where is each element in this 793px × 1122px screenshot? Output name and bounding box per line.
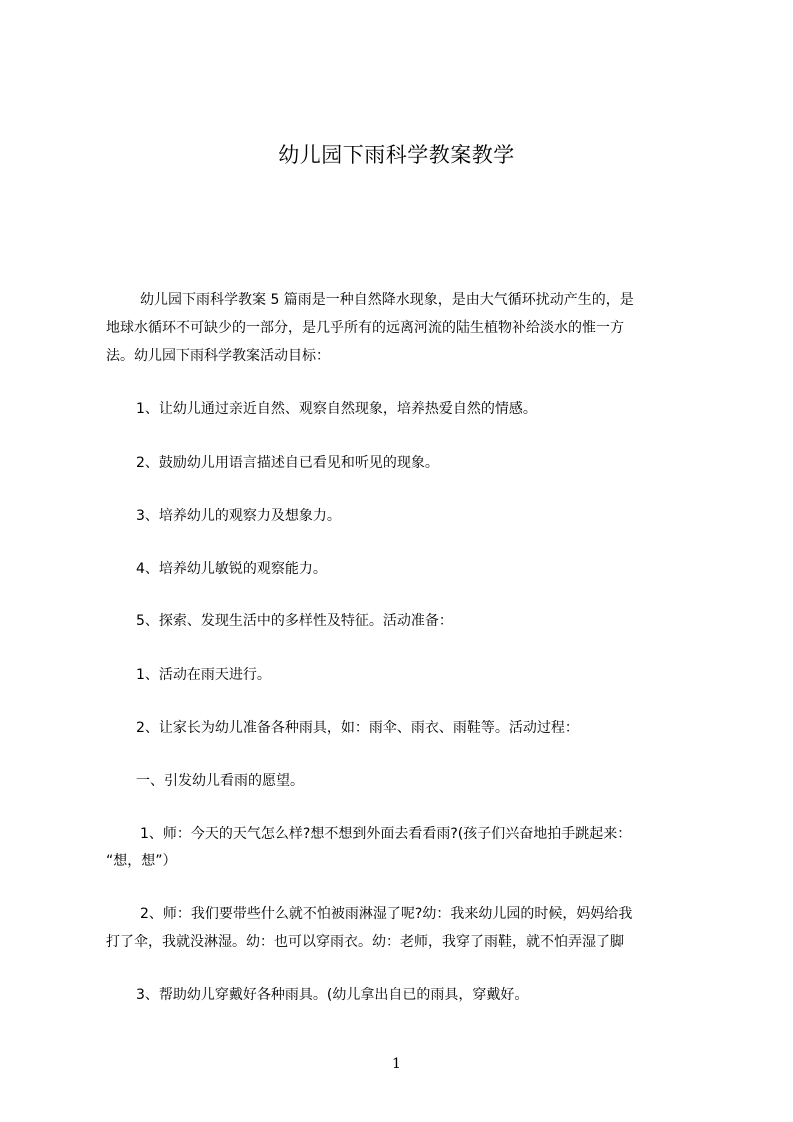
- goal-item-4: 4、培养幼儿敏锐的观察能力。: [136, 561, 327, 577]
- step-1-line-1: 1、师：今天的天气怎么样?想不想到外面去看看雨?(孩子们兴奋地拍手跳起来：: [140, 826, 632, 842]
- page-number: 1: [392, 1056, 401, 1072]
- document-title: 幼儿园下雨科学教案教学: [278, 143, 515, 167]
- prep-item-1: 1、活动在雨天进行。: [136, 667, 271, 683]
- goal-item-2: 2、鼓励幼儿用语言描述自已看见和听见的现象。: [136, 455, 439, 471]
- intro-line-3: 法。幼儿园下雨科学教案活动目标：: [106, 348, 330, 364]
- section-heading-1: 一、引发幼儿看雨的愿望。: [136, 773, 304, 789]
- step-2-line-1: 2、师：我们要带些什么就不怕被雨淋湿了呢?幼：我来幼儿园的时候，妈妈给我: [140, 906, 633, 922]
- step-1-line-2: “想，想”）: [106, 853, 177, 869]
- goal-item-5: 5、探索、发现生活中的多样性及特征。活动准备：: [136, 613, 453, 629]
- intro-line-2: 地球水循环不可缺少的一部分，是几乎所有的远离河流的陆生植物补给淡水的惟一方: [106, 320, 624, 336]
- goal-item-3: 3、培养幼儿的观察力及想象力。: [136, 508, 341, 524]
- step-2-line-2: 打了伞，我就没淋湿。幼：也可以穿雨衣。幼：老师，我穿了雨鞋，就不怕弄湿了脚: [106, 934, 624, 950]
- prep-item-2: 2、让家长为幼儿准备各种雨具，如：雨伞、雨衣、雨鞋等。活动过程：: [136, 720, 579, 736]
- intro-line-1: [106, 286, 702, 314]
- intro-text-1: 幼儿园下雨科学教案 5 篇雨是一种自然降水现象，是由大气循环扰动产生的，是: [140, 292, 634, 308]
- step-3: 3、帮助幼儿穿戴好各种雨具。(幼儿拿出自已的雨具，穿戴好。: [136, 987, 529, 1003]
- goal-item-1: 1、让幼儿通过亲近自然、观察自然现象，培养热爱自然的情感。: [136, 401, 537, 417]
